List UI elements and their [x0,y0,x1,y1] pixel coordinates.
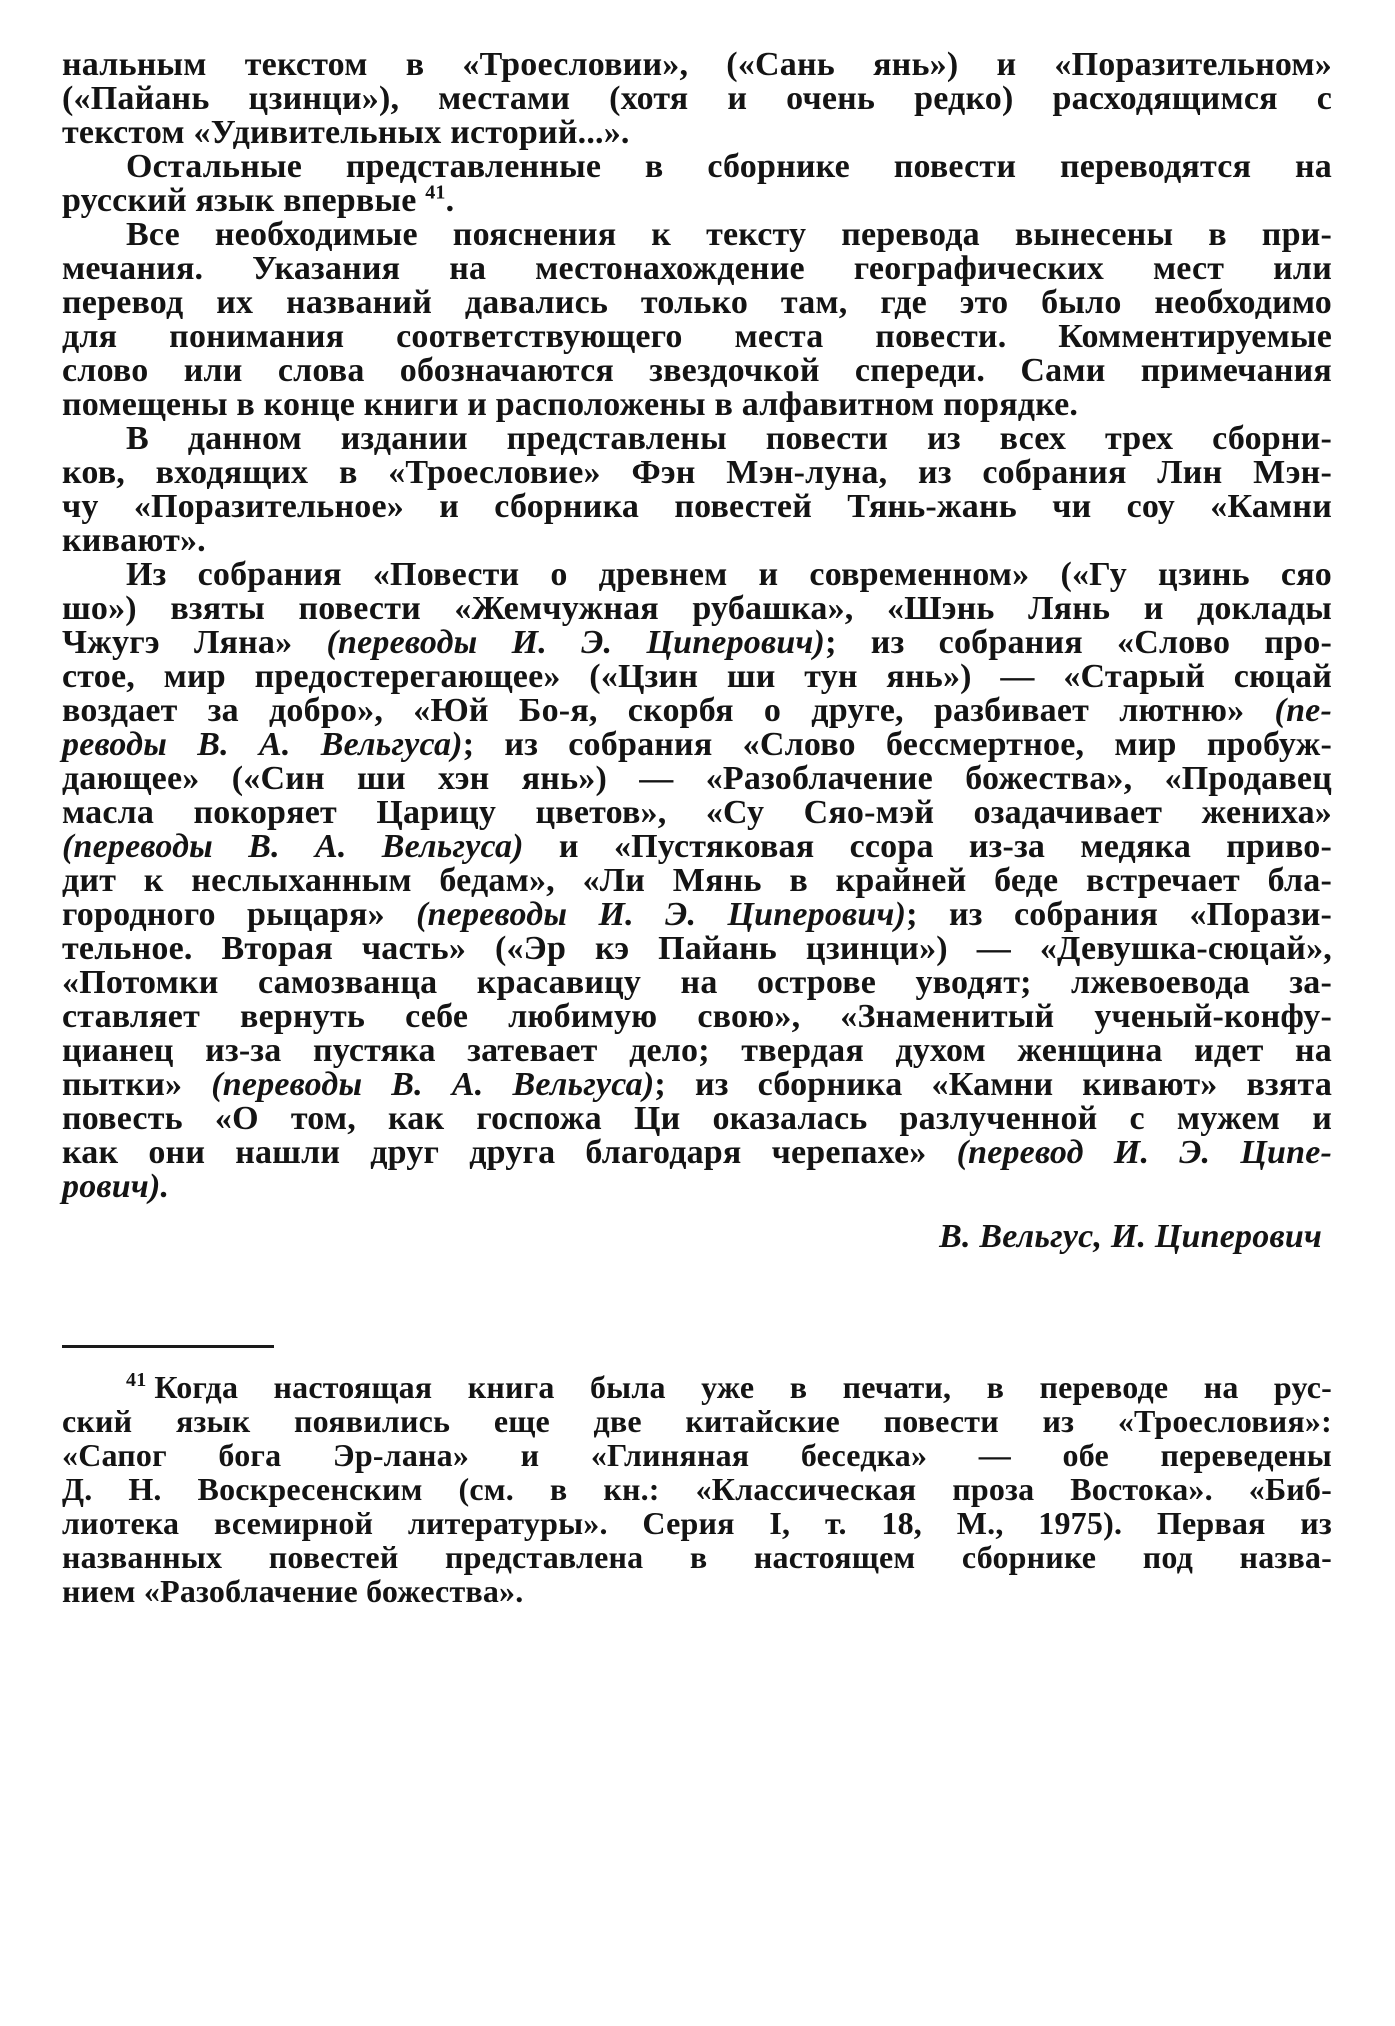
text-fragment: ; из сборника «Камни кивают» взята [654,1066,1333,1103]
footnote-line: ский язык появились еще две китайские повести из «Троесловия»: [62,1403,1332,1439]
footnote-line [62,1370,1332,1404]
translator-credit: (переводы В. А. Вельгуса) [211,1066,655,1103]
text-fragment: Чжугэ Ляна» [62,624,293,661]
translator-credit: (переводы И. Э. Циперович) [326,624,826,661]
footnote-reference[interactable]: 41 [425,181,446,204]
text-line: ставляет вернуть себе любимую свою», «Знаменитый ученый-конфу- [62,998,1332,1035]
signature: В. Вельгус, И. Циперович [939,1218,1322,1255]
text-line: чу «Поразительное» и сборника повестей Тянь-жань чи соу «Камни [62,488,1332,525]
translator-credit: (пе- [1274,692,1332,729]
text-fragment: городного рыцаря» [62,896,385,933]
text-line [62,830,1332,864]
footnote-line: нием «Разоблачение божества». [62,1573,524,1609]
footnote-line: лиотека всемирной литературы». Серия I, т. 18, М., 1975). Первая из [62,1505,1332,1541]
footnote-mark: 41 [126,1369,147,1392]
text-line: тельное. Вторая часть» («Эр кэ Пайань цзинци») — «Девушка-сюцай», [62,930,1332,967]
text-fragment: воздает за добро», «Юй Бо-я, скорбя о друге, разбивает лютню» [62,692,1245,729]
footnote-line: названных повестей представлена в настоящем сборнике под назва- [62,1539,1332,1575]
text-fragment: пытки» [62,1066,183,1103]
translator-credit: (переводы В. А. Вельгуса) [62,828,524,865]
text-line: рович). [62,1168,170,1205]
text-line: дит к неслыханным бедам», «Ли Мянь в крайней беде встречает бла- [62,862,1332,899]
text-line: для понимания соответствующего места повести. Комментируемые [62,318,1332,355]
text-line: текстом «Удивительных историй...». [62,114,630,151]
footnote [62,1370,1332,1608]
text-line: помещены в конце книги и расположены в алфавитном порядке. [62,386,1079,423]
text-line: нальным текстом в «Троесловии», («Сань янь») и «Поразительном» [62,46,1332,83]
text-fragment: русский язык впервые [62,182,417,219]
text-line: «Потомки самозванца красавицу на острове уводят; лжевоевода за- [62,964,1332,1001]
text-line: кивают». [62,522,206,559]
text-line: ков, входящих в «Троесловие» Фэн Мэн-луна, из собрания Лин Мэн- [62,454,1332,491]
text-line: («Пайань цзинци»), местами (хотя и очень редко) расходящимся с [62,80,1332,117]
translator-credit: (переводы И. Э. Циперович) [416,896,907,933]
text-line: шо») взяты повести «Жемчужная рубашка», «Шэнь Лянь и доклады [62,590,1332,627]
text-line: масла покоряет Царицу цветов», «Су Сяо-мэй озадачивает жениха» [62,794,1332,831]
text-line [62,728,1332,762]
text-line [62,1068,1332,1102]
text-fragment: . [445,182,455,219]
text-line: слово или слова обозначаются звездочкой спереди. Сами примечания [62,352,1332,389]
text-fragment: ; из собрания «Слово про- [825,624,1332,661]
text-line [62,1136,1332,1170]
text-line: цианец из-за пустяка затевает дело; твердая духом женщина идет на [62,1032,1332,1069]
text-line [62,626,1332,660]
text-line [62,694,1332,728]
footnote-line: Д. Н. Воскресенским (см. в кн.: «Классическая проза Востока». «Биб- [62,1471,1332,1507]
text-line: мечания. Указания на местонахождение географических мест или [62,250,1332,287]
text-line: стое, мир предостерегающее» («Цзин ши тун янь») — «Старый сюцай [62,658,1332,695]
text-line: дающее» («Син ши хэн янь») — «Разоблачение божества», «Продавец [62,760,1332,797]
text-line: Остальные представленные в сборнике повести переводятся на [126,148,1332,185]
text-fragment: Когда настоящая книга была уже в печати, в переводе на рус- [154,1369,1332,1405]
text-line: повесть «О том, как госпожа Ци оказалась разлученной с мужем и [62,1100,1332,1137]
text-line: В данном издании представлены повести из всех трех сборни- [126,420,1332,457]
text-line: Все необходимые пояснения к тексту перевода вынесены в при- [126,216,1332,253]
main-text [62,48,1332,1254]
text-line [62,898,1332,932]
translator-credit: (перевод И. Э. Ципе- [956,1134,1333,1171]
text-fragment: ; из собрания «Порази- [906,896,1333,933]
text-fragment: ; из собрания «Слово бессмертное, мир пробуж- [462,726,1332,763]
text-line [62,181,1332,219]
text-fragment: как они нашли друг друга благодаря черепахе» [62,1134,927,1171]
footnote-divider [62,1345,274,1348]
text-line: перевод их названий давались только там, где это было необходимо [62,284,1332,321]
translator-credit: реводы В. А. Вельгуса) [62,726,463,763]
text-fragment: и «Пустяковая ссора из-за медяка приво- [523,828,1332,865]
footnote-line: «Сапог бога Эр-лана» и «Глиняная беседка» — обе переведены [62,1437,1332,1473]
text-line: Из собрания «Повести о древнем и современном» («Гу цзинь сяо [126,556,1332,593]
